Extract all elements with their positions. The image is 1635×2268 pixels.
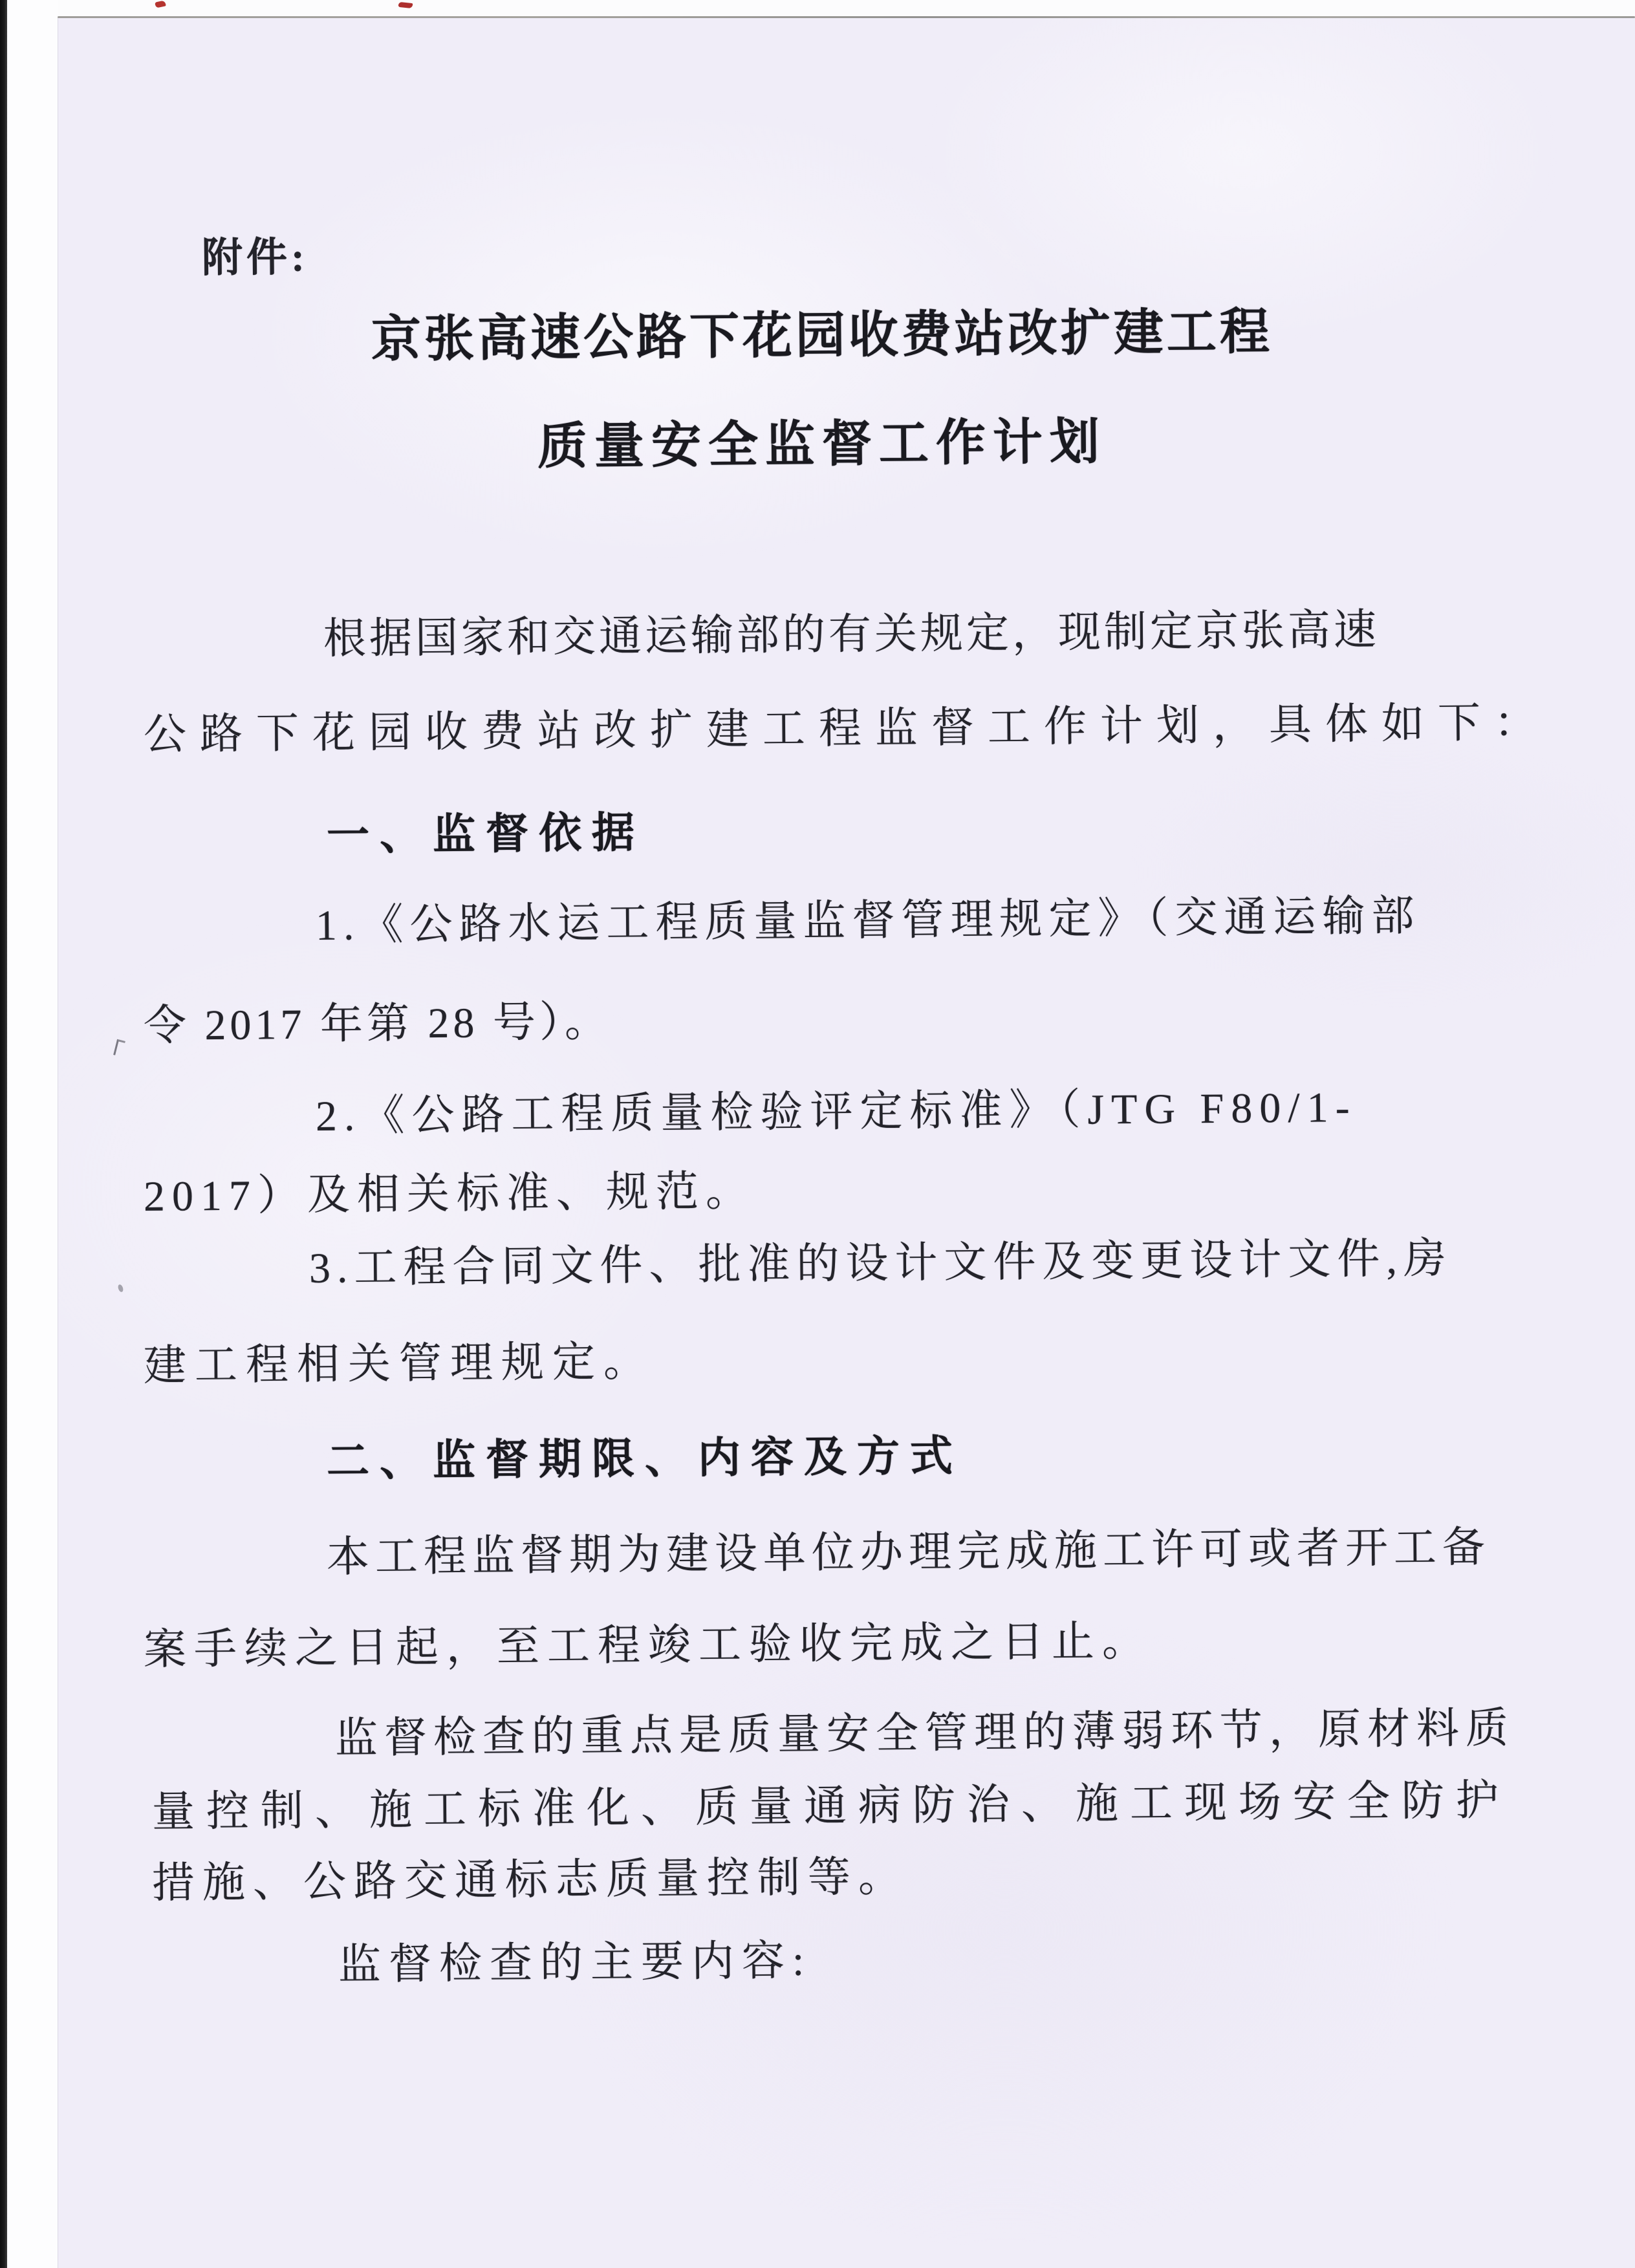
basis-item-2-line-2: 2017）及相关标准、规范。 xyxy=(143,1167,756,1220)
focus-paragraph-line-2: 量控制、施工标准化、质量通病防治、施工现场安全防护 xyxy=(151,1777,1511,1836)
period-paragraph-line-1: 本工程监督期为建设单位办理完成施工许可或者开工备 xyxy=(326,1524,1491,1581)
paper-top-edge xyxy=(58,16,1635,18)
basis-item-1-line-1: 1.《公路水运工程质量监督管理规定》（交通运输部 xyxy=(315,892,1421,949)
intro-paragraph-line-1: 根据国家和交通运输部的有关规定，现制定京张高速 xyxy=(323,606,1380,663)
attachment-label: 附件: xyxy=(201,234,309,281)
basis-item-2-line-1: 2.《公路工程质量检验评定标准》（JTG F80/1- xyxy=(315,1083,1357,1140)
focus-paragraph-line-3: 措施、公路交通标志质量控制等。 xyxy=(151,1853,909,1907)
section-1-heading: 一、监督依据 xyxy=(326,808,645,859)
basis-item-3-line-2: 建工程相关管理规定。 xyxy=(143,1338,655,1390)
basis-item-3-line-1: 3.工程合同文件、批准的设计文件及变更设计文件,房 xyxy=(309,1235,1453,1292)
focus-paragraph-line-1: 监督检查的重点是质量安全管理的薄弱环节，原材料质 xyxy=(334,1705,1515,1762)
scanner-black-edge xyxy=(0,0,7,2268)
scanner-white-margin-left xyxy=(7,0,58,2268)
document-title-line-1: 京张高速公路下花园收费站改扩建工程 xyxy=(371,303,1273,367)
basis-item-1-line-2: 令 2017 年第 28 号）。 xyxy=(143,998,612,1050)
section-2-heading: 二、监督期限、内容及方式 xyxy=(326,1431,964,1485)
intro-paragraph-line-2: 公路下花园收费站改扩建工程监督工作计划，具体如下： xyxy=(143,699,1551,759)
period-paragraph-line-2: 案手续之日起，至工程竣工验收完成之日止。 xyxy=(143,1617,1153,1674)
document-title-line-2: 质量安全监督工作计划 xyxy=(537,414,1107,475)
scanner-white-margin-top xyxy=(58,0,1635,17)
main-content-intro-line: 监督检查的主要内容: xyxy=(338,1937,812,1989)
